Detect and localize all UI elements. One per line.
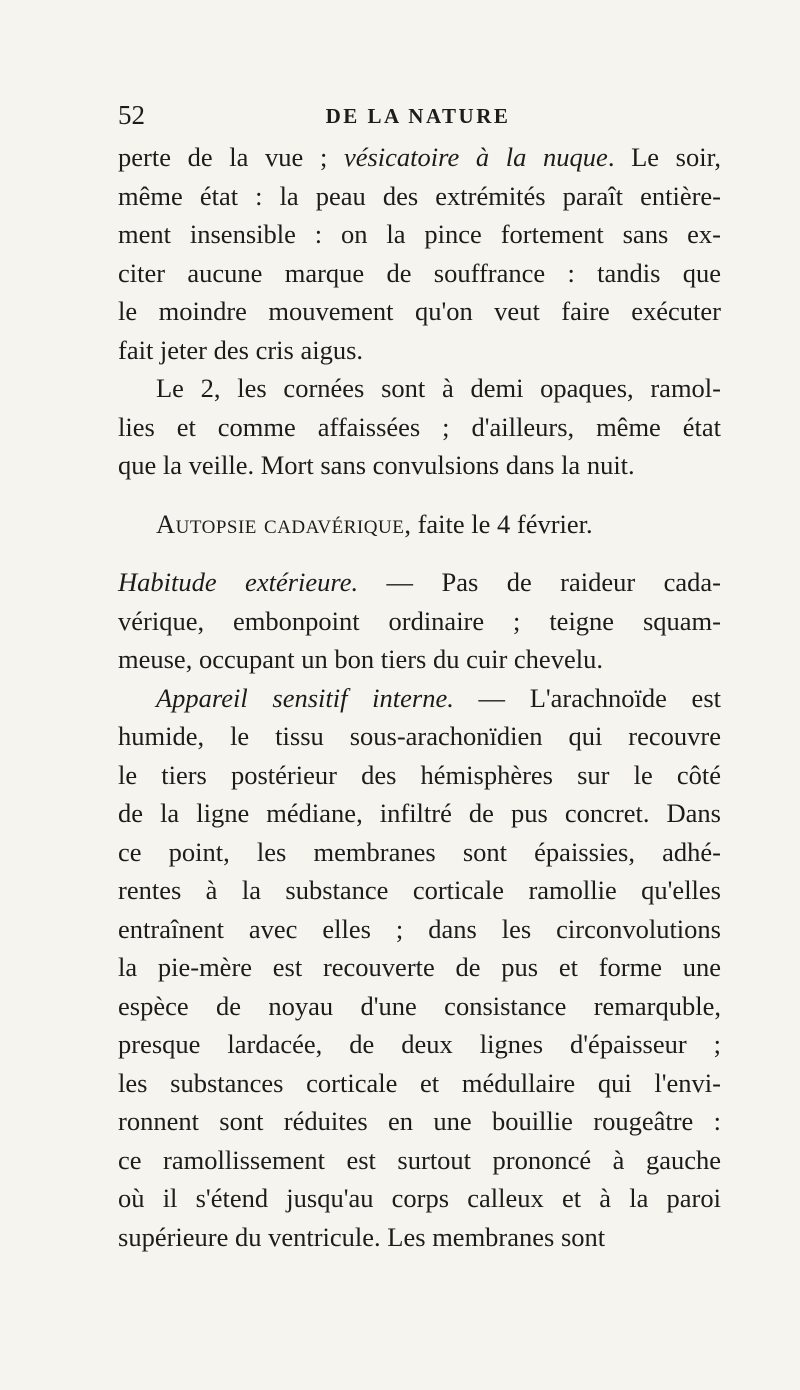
- text-line: vérique, embonpoint ordinaire ; teigne squam-: [118, 605, 721, 636]
- text-line: humide, le tissu sous-arachonïdien qui recouvre: [118, 721, 721, 751]
- text-line: meuse, occupant un bon tiers du cuir chevelu.: [118, 644, 603, 674]
- text-line: espèce de noyau d'une consistance remarquble,: [118, 990, 721, 1021]
- body-text: [118, 138, 721, 1256]
- text-line: même état : la peau des extrémités paraît entière-: [118, 180, 721, 211]
- text-line: entraînent avec elles ; dans les circonvolutions: [118, 913, 721, 944]
- text-segment: — Pas de raideur cada-: [358, 567, 721, 597]
- page-number: 52: [118, 100, 145, 130]
- italic-heading: Habitude extérieure.: [118, 567, 359, 597]
- italic-heading: Appareil sensitif interne.: [156, 682, 454, 713]
- text-line: ce point, les membranes sont épaissies, adhé-: [118, 836, 721, 867]
- text-line: ment insensible : on la pince fortement sans ex-: [118, 219, 721, 249]
- text-line: citer aucune marque de souffrance : tandis que: [118, 257, 721, 288]
- text-segment: perte de la vue ;: [118, 142, 344, 172]
- text-line: rentes à la substance corticale ramollie qu'elles: [118, 875, 721, 905]
- text-line: ce ramollissement est surtout prononcé à gauche: [118, 1144, 721, 1175]
- running-head: DE LA NATURE: [325, 104, 511, 128]
- text-line: supérieure du ventricule. Les membranes sont: [118, 1221, 606, 1252]
- text-line: de la ligne médiane, infiltré de pus concret. Dans: [118, 798, 721, 828]
- text-line: où il s'étend jusqu'au corps calleux et à la paroi: [118, 1183, 721, 1213]
- text-line: presque lardacée, de deux lignes d'épaisseur ;: [118, 1029, 721, 1059]
- text-segment: , faite le 4 février.: [404, 508, 593, 539]
- text-line: [118, 563, 721, 602]
- text-line: le moindre mouvement qu'on veut faire exécuter: [118, 296, 721, 326]
- text-segment: — L'arachnoïde est: [453, 682, 721, 713]
- text-line: fait jeter des cris aigus.: [118, 334, 364, 365]
- text-line: la pie-mère est recouverte de pus et forme une: [118, 952, 721, 982]
- text-line: le tiers postérieur des hémisphères sur le côté: [118, 759, 721, 790]
- text-line: les substances corticale et médullaire qui l'envi-: [118, 1067, 721, 1098]
- text-line: ronnent sont réduites en une bouillie rougeâtre :: [118, 1106, 721, 1136]
- italic-phrase: vésicatoire à la nuque: [343, 142, 608, 172]
- text-segment: . Le soir,: [607, 142, 721, 172]
- text-line: [118, 679, 721, 718]
- autopsie-heading: Autopsie cadavérique: [156, 508, 405, 539]
- text-line: Le 2, les cornées sont à demi opaques, ramol-: [156, 373, 721, 403]
- page-header: [118, 100, 718, 140]
- text-line: [118, 138, 721, 177]
- section-heading: [118, 505, 721, 544]
- text-line: que la veille. Mort sans convulsions dans la nuit.: [118, 450, 635, 480]
- text-line: lies et comme affaissées ; d'ailleurs, même état: [118, 411, 721, 442]
